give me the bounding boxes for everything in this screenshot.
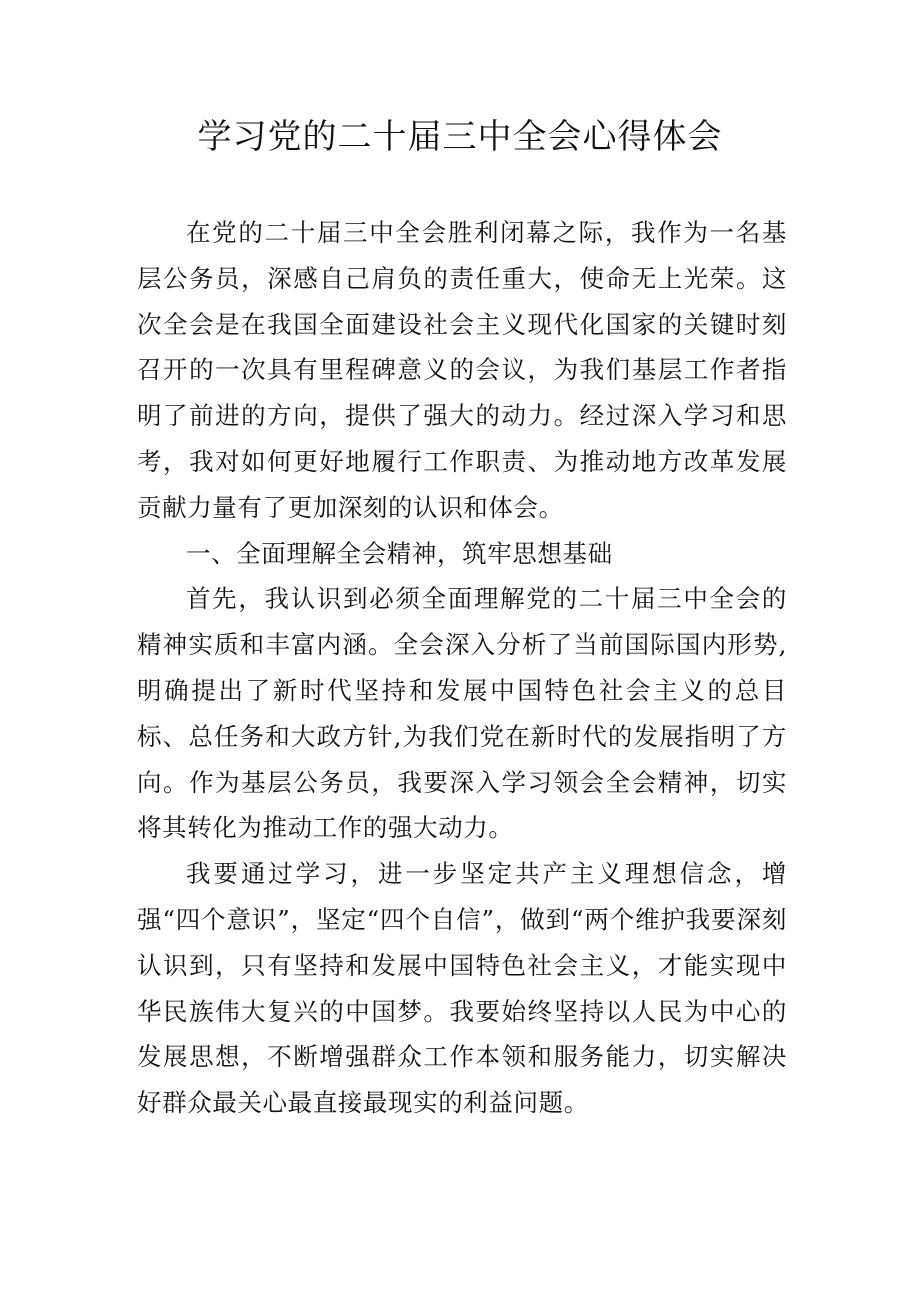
paragraph-commitment: 我要通过学习，进一步坚定共产主义理想信念，增强“四个意识”，坚定“四个自信”，做到“两个维护我要深刻认识到，只有坚持和发展中国特色社会主义，才能实现中华民族伟大复兴的中国梦。我要始终坚持以人民为中心的发展思想，不断增强群众工作本领和服务能力，切实解决好群众最关心最直接最现实的利益问题。: [137, 859, 787, 1118]
document-title: 学习党的二十届三中全会心得体会: [197, 117, 723, 157]
paragraph-understanding: 首先，我认识到必须全面理解党的二十届三中全会的精神实质和丰富内涵。全会深入分析了当前国际国内形势,明确提出了新时代坚持和发展中国特色社会主义的总目标、总任务和大政方针,为我们党在新时代的发展指明了方向。作为基层公务员，我要深入学习领会全会精神，切实将其转化为推动工作的强大动力。: [137, 584, 787, 843]
paragraph-intro: 在党的二十届三中全会胜利闭幕之际，我作为一名基层公务员，深感自己肩负的责任重大，使命无上光荣。这次全会是在我国全面建设社会主义现代化国家的关键时刻召开的一次具有里程碑意义的会议，为我们基层工作者指明了前进的方向，提供了强大的动力。经过深入学习和思考，我对如何更好地履行工作职责、为推动地方改革发展贡献力量有了更加深刻的认识和体会。: [137, 218, 787, 522]
document-body: [137, 210, 787, 1126]
section-heading: 一、全面理解全会精神，筑牢思想基础: [186, 538, 613, 568]
